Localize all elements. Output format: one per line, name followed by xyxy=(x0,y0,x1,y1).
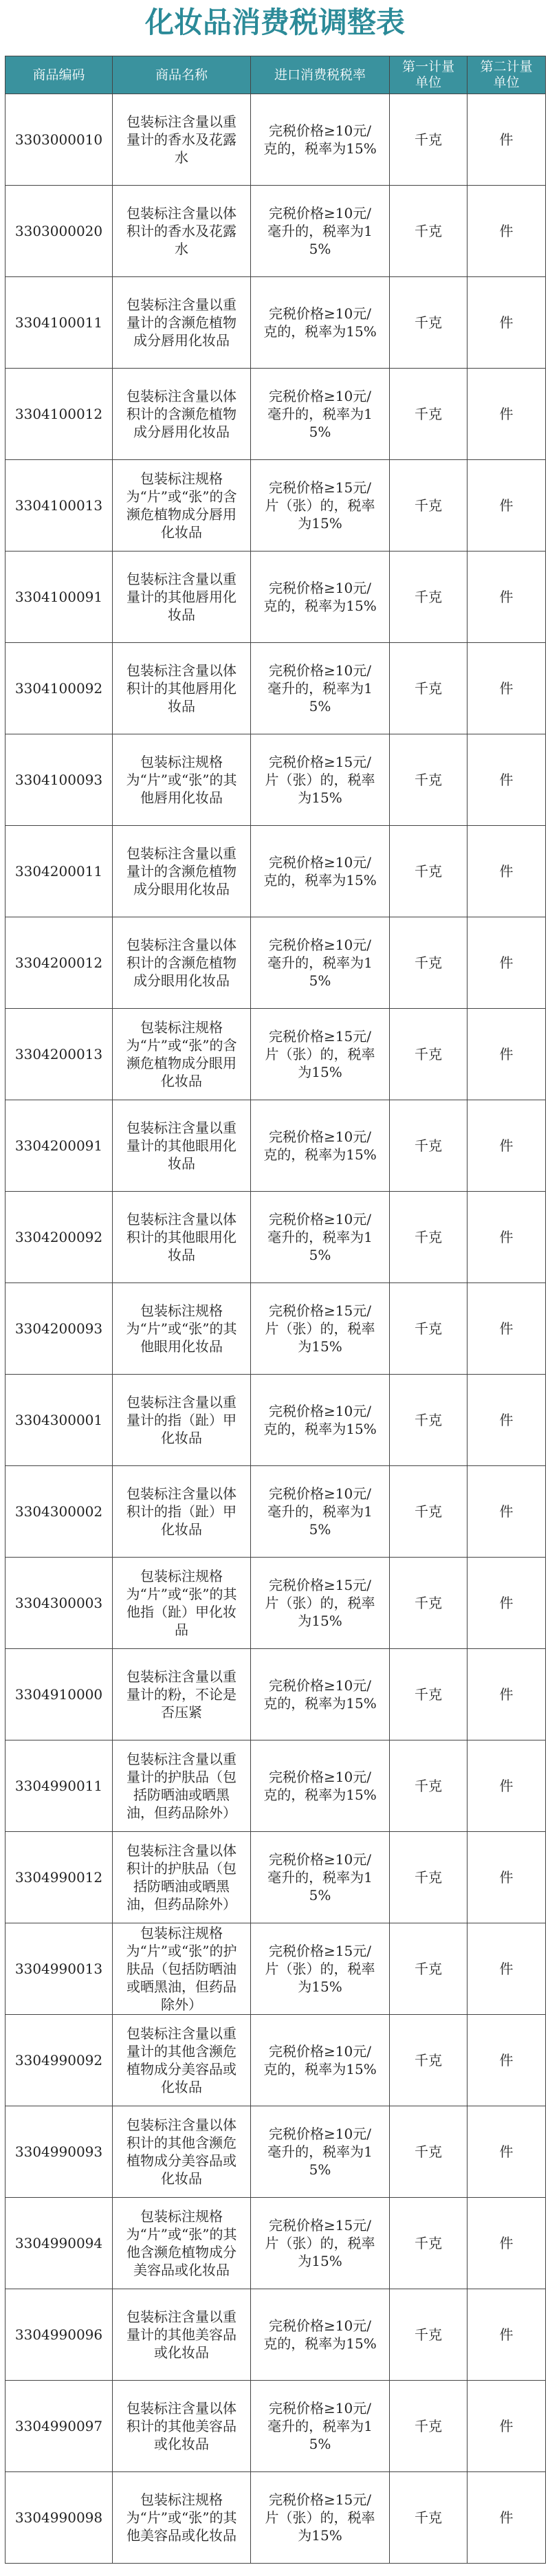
second-unit-cell: 件 xyxy=(468,186,546,277)
product-name-cell: 包装标注含量以重量计的含濒危植物成分眼用化妆品 xyxy=(113,826,251,917)
second-unit-cell: 件 xyxy=(468,1649,546,1740)
product-code-cell: 3304990097 xyxy=(6,2381,113,2472)
first-unit-cell: 千克 xyxy=(390,1283,468,1375)
first-unit-cell: 千克 xyxy=(390,2472,468,2564)
table-row xyxy=(6,2198,546,2289)
table-row xyxy=(6,94,546,186)
first-unit-cell: 千克 xyxy=(390,826,468,917)
import-tax-rate-cell: 完税价格≥15元/片（张）的，税率为15% xyxy=(251,1283,390,1375)
second-unit-cell: 件 xyxy=(468,2015,546,2106)
second-unit-cell: 件 xyxy=(468,552,546,643)
second-unit-cell: 件 xyxy=(468,369,546,460)
import-tax-rate-cell: 完税价格≥10元/毫升的，税率为15% xyxy=(251,917,390,1009)
product-code-cell: 3304100093 xyxy=(6,734,113,826)
product-name-cell: 包装标注规格为“片”或“张”的含濒危植物成分唇用化妆品 xyxy=(113,460,251,552)
import-tax-rate-cell: 完税价格≥10元/毫升的，税率为15% xyxy=(251,2106,390,2198)
second-unit-cell: 件 xyxy=(468,1009,546,1100)
second-unit-cell: 件 xyxy=(468,1558,546,1649)
table-row xyxy=(6,1375,546,1466)
import-tax-rate-cell: 完税价格≥10元/毫升的，税率为15% xyxy=(251,186,390,277)
import-tax-rate-cell: 完税价格≥10元/克的，税率为15% xyxy=(251,1375,390,1466)
header-row xyxy=(6,56,546,94)
product-code-cell: 3304990011 xyxy=(6,1740,113,1832)
product-code-cell: 3304300001 xyxy=(6,1375,113,1466)
product-name-cell: 包装标注含量以体积计的其他含濒危植物成分美容品或化妆品 xyxy=(113,2106,251,2198)
second-unit-cell: 件 xyxy=(468,1923,546,2015)
product-code-cell: 3304100012 xyxy=(6,369,113,460)
first-unit-cell: 千克 xyxy=(390,94,468,186)
table-body xyxy=(6,94,546,2564)
product-name-cell: 包装标注含量以重量计的指（趾）甲化妆品 xyxy=(113,1375,251,1466)
product-name-cell: 包装标注含量以重量计的其他含濒危植物成分美容品或化妆品 xyxy=(113,2015,251,2106)
product-code-cell: 3304200011 xyxy=(6,826,113,917)
first-unit-cell: 千克 xyxy=(390,2289,468,2381)
header-second-unit: 第二计量单位 xyxy=(468,56,546,94)
product-code-cell: 3304990098 xyxy=(6,2472,113,2564)
table-row xyxy=(6,826,546,917)
import-tax-rate-cell: 完税价格≥10元/克的，税率为15% xyxy=(251,1649,390,1740)
import-tax-rate-cell: 完税价格≥10元/克的，税率为15% xyxy=(251,1100,390,1192)
first-unit-cell: 千克 xyxy=(390,2015,468,2106)
first-unit-cell: 千克 xyxy=(390,1649,468,1740)
product-name-cell: 包装标注含量以重量计的其他美容品或化妆品 xyxy=(113,2289,251,2381)
first-unit-cell: 千克 xyxy=(390,2381,468,2472)
product-name-cell: 包装标注含量以体积计的香水及花露水 xyxy=(113,186,251,277)
import-tax-rate-cell: 完税价格≥10元/毫升的，税率为15% xyxy=(251,1192,390,1283)
product-code-cell: 3304100092 xyxy=(6,643,113,734)
import-tax-rate-cell: 完税价格≥15元/片（张）的，税率为15% xyxy=(251,460,390,552)
product-name-cell: 包装标注规格为“片”或“张”的其他含濒危植物成分美容品或化妆品 xyxy=(113,2198,251,2289)
table-row xyxy=(6,1740,546,1832)
product-name-cell: 包装标注含量以重量计的护肤品（包括防晒油或晒黑油，但药品除外） xyxy=(113,1740,251,1832)
first-unit-cell: 千克 xyxy=(390,643,468,734)
first-unit-cell: 千克 xyxy=(390,460,468,552)
product-name-cell: 包装标注含量以体积计的其他眼用化妆品 xyxy=(113,1192,251,1283)
product-name-cell: 包装标注含量以重量计的其他唇用化妆品 xyxy=(113,552,251,643)
first-unit-cell: 千克 xyxy=(390,1100,468,1192)
header-product-code: 商品编码 xyxy=(6,56,113,94)
import-tax-rate-cell: 完税价格≥15元/片（张）的，税率为15% xyxy=(251,734,390,826)
first-unit-cell: 千克 xyxy=(390,1558,468,1649)
product-name-cell: 包装标注含量以重量计的其他眼用化妆品 xyxy=(113,1100,251,1192)
first-unit-cell: 千克 xyxy=(390,1375,468,1466)
product-name-cell: 包装标注含量以重量计的粉，不论是否压紧 xyxy=(113,1649,251,1740)
product-code-cell: 3304990092 xyxy=(6,2015,113,2106)
table-row xyxy=(6,734,546,826)
first-unit-cell: 千克 xyxy=(390,1740,468,1832)
import-tax-rate-cell: 完税价格≥10元/克的，税率为15% xyxy=(251,2289,390,2381)
product-name-cell: 包装标注规格为“片”或“张”的其他唇用化妆品 xyxy=(113,734,251,826)
product-name-cell: 包装标注含量以体积计的其他美容品或化妆品 xyxy=(113,2381,251,2472)
second-unit-cell: 件 xyxy=(468,2198,546,2289)
table-row xyxy=(6,917,546,1009)
product-code-cell: 3303000020 xyxy=(6,186,113,277)
product-code-cell: 3304200012 xyxy=(6,917,113,1009)
import-tax-rate-cell: 完税价格≥10元/克的，税率为15% xyxy=(251,1740,390,1832)
import-tax-rate-cell: 完税价格≥15元/片（张）的，税率为15% xyxy=(251,1009,390,1100)
product-name-cell: 包装标注含量以体积计的含濒危植物成分眼用化妆品 xyxy=(113,917,251,1009)
product-code-cell: 3304200092 xyxy=(6,1192,113,1283)
import-tax-rate-cell: 完税价格≥10元/克的，税率为15% xyxy=(251,826,390,917)
product-code-cell: 3304990093 xyxy=(6,2106,113,2198)
import-tax-rate-cell: 完税价格≥10元/毫升的，税率为15% xyxy=(251,643,390,734)
first-unit-cell: 千克 xyxy=(390,1832,468,1923)
import-tax-rate-cell: 完税价格≥10元/毫升的，税率为15% xyxy=(251,1832,390,1923)
product-name-cell: 包装标注含量以体积计的其他唇用化妆品 xyxy=(113,643,251,734)
table-row xyxy=(6,2106,546,2198)
import-tax-rate-cell: 完税价格≥10元/克的，税率为15% xyxy=(251,277,390,369)
first-unit-cell: 千克 xyxy=(390,1009,468,1100)
first-unit-cell: 千克 xyxy=(390,1466,468,1558)
table-row xyxy=(6,1466,546,1558)
second-unit-cell: 件 xyxy=(468,277,546,369)
product-code-cell: 3304990012 xyxy=(6,1832,113,1923)
product-name-cell: 包装标注含量以体积计的指（趾）甲化妆品 xyxy=(113,1466,251,1558)
header-product-name: 商品名称 xyxy=(113,56,251,94)
table-header xyxy=(6,56,546,94)
product-code-cell: 3304300002 xyxy=(6,1466,113,1558)
tax-adjustment-table xyxy=(5,56,546,2564)
second-unit-cell: 件 xyxy=(468,643,546,734)
first-unit-cell: 千克 xyxy=(390,917,468,1009)
table-row xyxy=(6,460,546,552)
product-code-cell: 3304990096 xyxy=(6,2289,113,2381)
second-unit-cell: 件 xyxy=(468,1192,546,1283)
import-tax-rate-cell: 完税价格≥10元/毫升的，税率为15% xyxy=(251,2381,390,2472)
product-name-cell: 包装标注规格为“片”或“张”的其他美容品或化妆品 xyxy=(113,2472,251,2564)
product-code-cell: 3304200093 xyxy=(6,1283,113,1375)
first-unit-cell: 千克 xyxy=(390,552,468,643)
import-tax-rate-cell: 完税价格≥10元/克的，税率为15% xyxy=(251,2015,390,2106)
import-tax-rate-cell: 完税价格≥10元/毫升的，税率为15% xyxy=(251,369,390,460)
import-tax-rate-cell: 完税价格≥15元/片（张）的，税率为15% xyxy=(251,2472,390,2564)
table-row xyxy=(6,1192,546,1283)
first-unit-cell: 千克 xyxy=(390,369,468,460)
import-tax-rate-cell: 完税价格≥15元/片（张）的，税率为15% xyxy=(251,1558,390,1649)
product-code-cell: 3304990013 xyxy=(6,1923,113,2015)
import-tax-rate-cell: 完税价格≥15元/片（张）的，税率为15% xyxy=(251,2198,390,2289)
product-name-cell: 包装标注规格为“片”或“张”的含濒危植物成分眼用化妆品 xyxy=(113,1009,251,1100)
import-tax-rate-cell: 完税价格≥15元/片（张）的，税率为15% xyxy=(251,1923,390,2015)
product-code-cell: 3304200091 xyxy=(6,1100,113,1192)
table-row xyxy=(6,1100,546,1192)
import-tax-rate-cell: 完税价格≥10元/毫升的，税率为15% xyxy=(251,1466,390,1558)
table-row xyxy=(6,1832,546,1923)
second-unit-cell: 件 xyxy=(468,1375,546,1466)
product-name-cell: 包装标注规格为“片”或“张”的护肤品（包括防晒油或晒黑油，但药品除外） xyxy=(113,1923,251,2015)
first-unit-cell: 千克 xyxy=(390,1192,468,1283)
page-title: 化妆品消费税调整表 xyxy=(144,6,405,39)
table-row xyxy=(6,1923,546,2015)
product-code-cell: 3304200013 xyxy=(6,1009,113,1100)
second-unit-cell: 件 xyxy=(468,2381,546,2472)
table-row xyxy=(6,1649,546,1740)
second-unit-cell: 件 xyxy=(468,2106,546,2198)
second-unit-cell: 件 xyxy=(468,1466,546,1558)
table-row xyxy=(6,2472,546,2564)
table-row xyxy=(6,277,546,369)
product-name-cell: 包装标注含量以重量计的香水及花露水 xyxy=(113,94,251,186)
table-row xyxy=(6,2289,546,2381)
import-tax-rate-cell: 完税价格≥10元/克的，税率为15% xyxy=(251,94,390,186)
second-unit-cell: 件 xyxy=(468,2289,546,2381)
first-unit-cell: 千克 xyxy=(390,186,468,277)
product-code-cell: 3304990094 xyxy=(6,2198,113,2289)
product-code-cell: 3304910000 xyxy=(6,1649,113,1740)
product-name-cell: 包装标注规格为“片”或“张”的其他眼用化妆品 xyxy=(113,1283,251,1375)
product-name-cell: 包装标注含量以体积计的护肤品（包括防晒油或晒黑油，但药品除外） xyxy=(113,1832,251,1923)
table-row xyxy=(6,643,546,734)
first-unit-cell: 千克 xyxy=(390,1923,468,2015)
second-unit-cell: 件 xyxy=(468,826,546,917)
second-unit-cell: 件 xyxy=(468,2472,546,2564)
table-row xyxy=(6,1009,546,1100)
first-unit-cell: 千克 xyxy=(390,2106,468,2198)
table-row xyxy=(6,552,546,643)
table-row xyxy=(6,186,546,277)
table-row xyxy=(6,1558,546,1649)
second-unit-cell: 件 xyxy=(468,734,546,826)
second-unit-cell: 件 xyxy=(468,917,546,1009)
product-code-cell: 3304100013 xyxy=(6,460,113,552)
table-row xyxy=(6,1283,546,1375)
header-first-unit: 第一计量单位 xyxy=(390,56,468,94)
second-unit-cell: 件 xyxy=(468,1832,546,1923)
second-unit-cell: 件 xyxy=(468,1740,546,1832)
product-code-cell: 3304300003 xyxy=(6,1558,113,1649)
product-code-cell: 3304100091 xyxy=(6,552,113,643)
product-name-cell: 包装标注规格为“片”或“张”的其他指（趾）甲化妆品 xyxy=(113,1558,251,1649)
first-unit-cell: 千克 xyxy=(390,734,468,826)
product-code-cell: 3304100011 xyxy=(6,277,113,369)
header-import-tax-rate: 进口消费税税率 xyxy=(251,56,390,94)
second-unit-cell: 件 xyxy=(468,460,546,552)
table-row xyxy=(6,2381,546,2472)
first-unit-cell: 千克 xyxy=(390,2198,468,2289)
product-code-cell: 3303000010 xyxy=(6,94,113,186)
first-unit-cell: 千克 xyxy=(390,277,468,369)
second-unit-cell: 件 xyxy=(468,1100,546,1192)
table-row xyxy=(6,2015,546,2106)
product-name-cell: 包装标注含量以重量计的含濒危植物成分唇用化妆品 xyxy=(113,277,251,369)
table-row xyxy=(6,369,546,460)
product-name-cell: 包装标注含量以体积计的含濒危植物成分唇用化妆品 xyxy=(113,369,251,460)
second-unit-cell: 件 xyxy=(468,1283,546,1375)
second-unit-cell: 件 xyxy=(468,94,546,186)
import-tax-rate-cell: 完税价格≥10元/克的，税率为15% xyxy=(251,552,390,643)
